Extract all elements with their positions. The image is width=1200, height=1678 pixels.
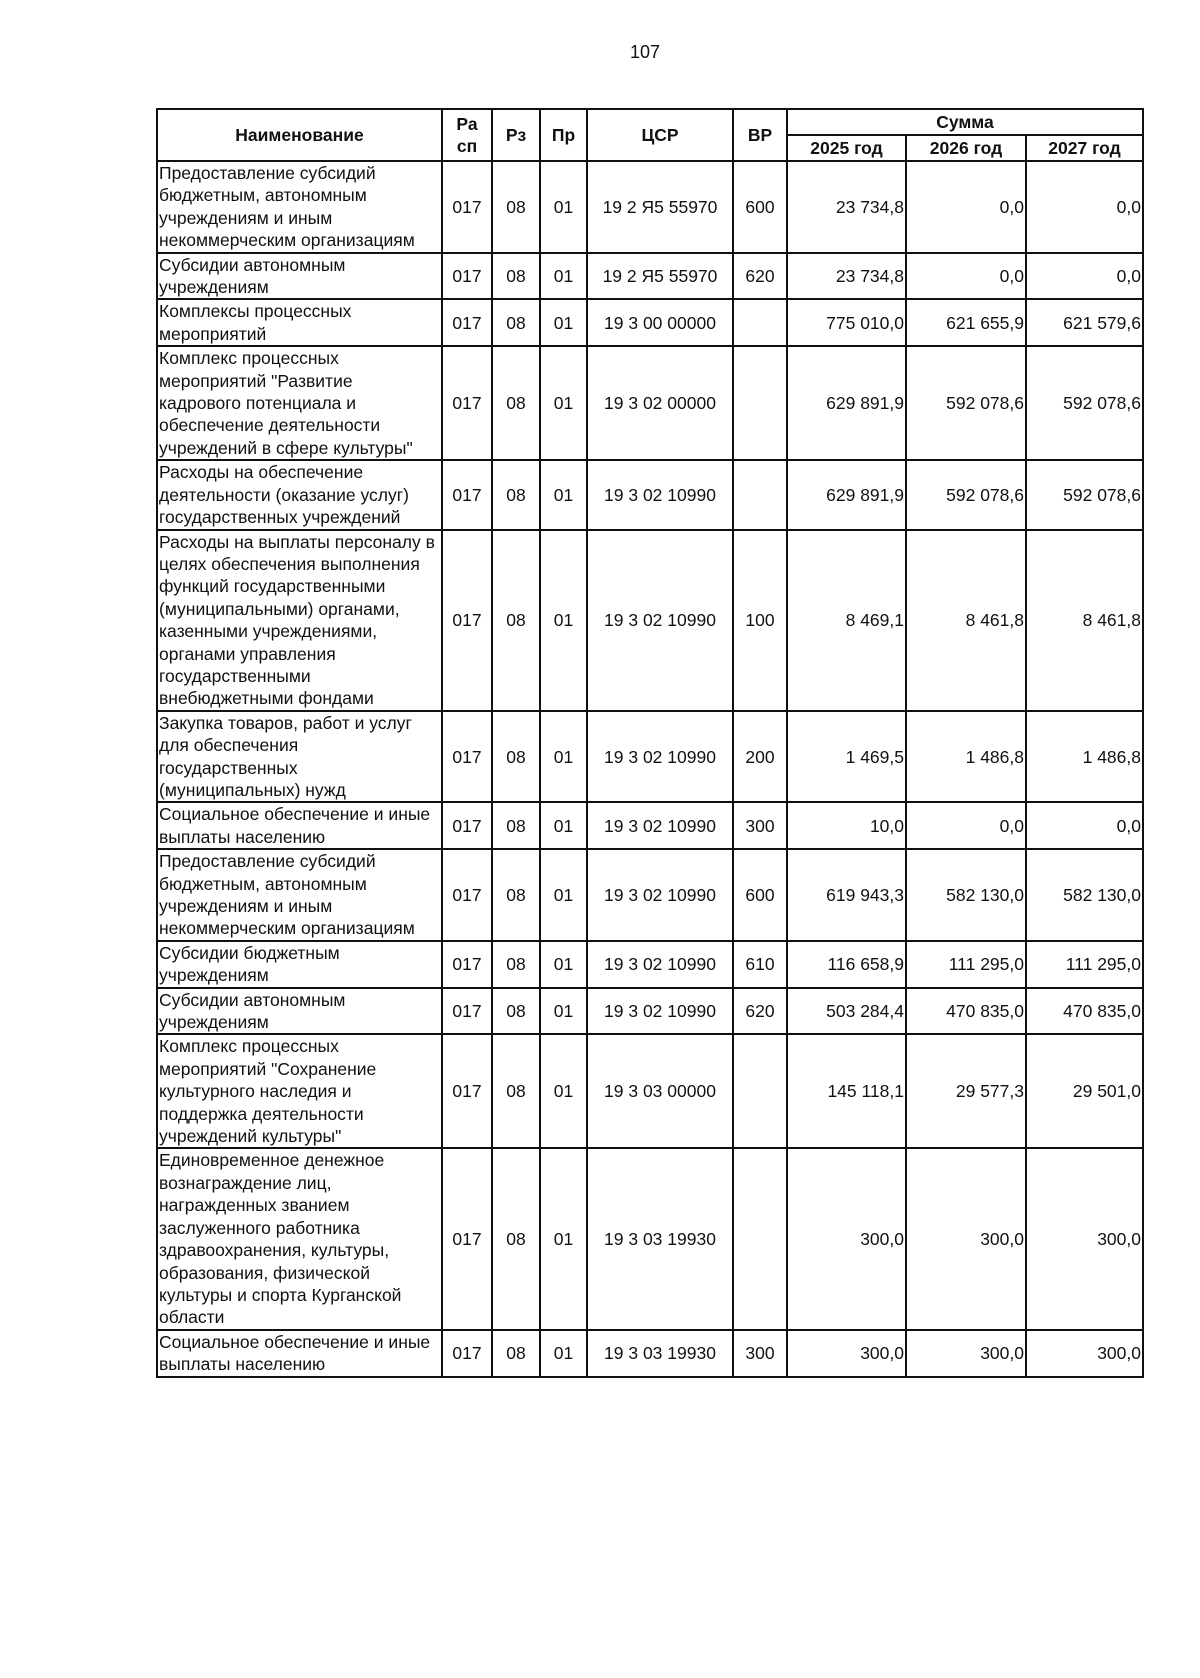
cell-csr: 19 3 03 00000 (587, 1034, 733, 1148)
cell-csr: 19 3 03 19930 (587, 1330, 733, 1377)
cell-sum-2025: 503 284,4 (787, 988, 906, 1035)
header-pr: Пр (540, 109, 587, 161)
cell-name: Расходы на обеспечение деятельности (оказание услуг) государственных учреждений (157, 460, 442, 529)
cell-csr: 19 3 00 00000 (587, 299, 733, 346)
cell-sum-2025: 23 734,8 (787, 161, 906, 253)
cell-name: Предоставление субсидий бюджетным, автономным учреждениям и иным некоммерческим организациям (157, 849, 442, 941)
cell-sum-2027: 0,0 (1026, 253, 1143, 300)
cell-sum-2027: 300,0 (1026, 1148, 1143, 1329)
cell-sum-2027: 111 295,0 (1026, 941, 1143, 988)
cell-name: Субсидии автономным учреждениям (157, 253, 442, 300)
cell-name: Расходы на выплаты персоналу в целях обеспечения выполнения функций государственными (муниципальными) органами, казенными учреждениями, органами управления государственными внебюджетными фондами (157, 530, 442, 711)
cell-sum-2026: 1 486,8 (906, 711, 1026, 803)
cell-sum-2026: 300,0 (906, 1148, 1026, 1329)
cell-csr: 19 3 02 10990 (587, 711, 733, 803)
cell-vr: 610 (733, 941, 787, 988)
cell-sum-2026: 0,0 (906, 253, 1026, 300)
cell-sum-2025: 1 469,5 (787, 711, 906, 803)
cell-vr (733, 346, 787, 460)
header-year-2026: 2026 год (906, 135, 1026, 161)
cell-pr: 01 (540, 802, 587, 849)
cell-rz: 08 (492, 849, 540, 941)
table-row (157, 849, 1143, 941)
header-name: Наименование (157, 109, 442, 161)
cell-csr: 19 3 02 10990 (587, 460, 733, 529)
cell-name: Комплекс процессных мероприятий "Сохранение культурного наследия и поддержка деятельности учреждений культуры" (157, 1034, 442, 1148)
cell-sum-2027: 582 130,0 (1026, 849, 1143, 941)
cell-csr: 19 3 02 10990 (587, 849, 733, 941)
cell-sum-2025: 116 658,9 (787, 941, 906, 988)
cell-vr (733, 1034, 787, 1148)
cell-sum-2027: 592 078,6 (1026, 460, 1143, 529)
cell-sum-2025: 775 010,0 (787, 299, 906, 346)
table-row (157, 299, 1143, 346)
budget-table (156, 108, 1144, 1378)
cell-vr: 620 (733, 988, 787, 1035)
cell-name: Закупка товаров, работ и услуг для обеспечения государственных (муниципальных) нужд (157, 711, 442, 803)
cell-rz: 08 (492, 711, 540, 803)
cell-pr: 01 (540, 849, 587, 941)
cell-rasp: 017 (442, 253, 492, 300)
cell-pr: 01 (540, 530, 587, 711)
cell-sum-2026: 111 295,0 (906, 941, 1026, 988)
cell-name: Социальное обеспечение и иные выплаты населению (157, 802, 442, 849)
cell-csr: 19 2 Я5 55970 (587, 161, 733, 253)
cell-sum-2026: 8 461,8 (906, 530, 1026, 711)
cell-sum-2027: 0,0 (1026, 802, 1143, 849)
cell-rz: 08 (492, 299, 540, 346)
cell-vr: 200 (733, 711, 787, 803)
table-row (157, 941, 1143, 988)
cell-rz: 08 (492, 802, 540, 849)
table-body (157, 161, 1143, 1377)
cell-pr: 01 (540, 711, 587, 803)
cell-rasp: 017 (442, 530, 492, 711)
cell-sum-2027: 621 579,6 (1026, 299, 1143, 346)
header-csr: ЦСР (587, 109, 733, 161)
cell-rasp: 017 (442, 941, 492, 988)
cell-rz: 08 (492, 988, 540, 1035)
header-rz: Рз (492, 109, 540, 161)
table-row (157, 530, 1143, 711)
cell-sum-2025: 8 469,1 (787, 530, 906, 711)
cell-rz: 08 (492, 941, 540, 988)
cell-rz: 08 (492, 253, 540, 300)
page-number: 107 (629, 42, 661, 62)
table-row (157, 460, 1143, 529)
cell-rz: 08 (492, 346, 540, 460)
cell-sum-2027: 1 486,8 (1026, 711, 1143, 803)
cell-pr: 01 (540, 460, 587, 529)
header-year-2025: 2025 год (787, 135, 906, 161)
cell-rz: 08 (492, 530, 540, 711)
table-row (157, 1148, 1143, 1329)
cell-csr: 19 3 02 00000 (587, 346, 733, 460)
cell-pr: 01 (540, 161, 587, 253)
cell-sum-2025: 619 943,3 (787, 849, 906, 941)
cell-rasp: 017 (442, 299, 492, 346)
table-row (157, 346, 1143, 460)
cell-pr: 01 (540, 1330, 587, 1377)
cell-name: Комплексы процессных мероприятий (157, 299, 442, 346)
cell-rz: 08 (492, 1330, 540, 1377)
cell-pr: 01 (540, 941, 587, 988)
cell-sum-2027: 592 078,6 (1026, 346, 1143, 460)
cell-sum-2027: 470 835,0 (1026, 988, 1143, 1035)
cell-csr: 19 3 02 10990 (587, 530, 733, 711)
cell-sum-2025: 300,0 (787, 1148, 906, 1329)
cell-sum-2026: 592 078,6 (906, 346, 1026, 460)
cell-csr: 19 2 Я5 55970 (587, 253, 733, 300)
cell-sum-2025: 629 891,9 (787, 460, 906, 529)
cell-rasp: 017 (442, 1034, 492, 1148)
cell-sum-2025: 23 734,8 (787, 253, 906, 300)
table-header (157, 109, 1143, 161)
cell-vr: 100 (733, 530, 787, 711)
cell-vr: 600 (733, 161, 787, 253)
table-row (157, 988, 1143, 1035)
cell-sum-2026: 470 835,0 (906, 988, 1026, 1035)
cell-csr: 19 3 02 10990 (587, 988, 733, 1035)
cell-pr: 01 (540, 299, 587, 346)
cell-pr: 01 (540, 1148, 587, 1329)
table-row (157, 711, 1143, 803)
cell-sum-2026: 0,0 (906, 802, 1026, 849)
cell-sum-2026: 29 577,3 (906, 1034, 1026, 1148)
cell-sum-2026: 582 130,0 (906, 849, 1026, 941)
cell-name: Субсидии бюджетным учреждениям (157, 941, 442, 988)
table-row (157, 1330, 1143, 1377)
cell-vr: 300 (733, 802, 787, 849)
cell-pr: 01 (540, 1034, 587, 1148)
cell-pr: 01 (540, 346, 587, 460)
cell-name: Социальное обеспечение и иные выплаты населению (157, 1330, 442, 1377)
cell-vr: 300 (733, 1330, 787, 1377)
cell-pr: 01 (540, 253, 587, 300)
cell-rasp: 017 (442, 346, 492, 460)
header-rasp: Ра сп (442, 109, 492, 161)
cell-pr: 01 (540, 988, 587, 1035)
cell-sum-2025: 145 118,1 (787, 1034, 906, 1148)
header-year-2027: 2027 год (1026, 135, 1143, 161)
cell-vr: 600 (733, 849, 787, 941)
table-row (157, 802, 1143, 849)
cell-rasp: 017 (442, 711, 492, 803)
cell-name: Предоставление субсидий бюджетным, автономным учреждениям и иным некоммерческим организациям (157, 161, 442, 253)
cell-vr (733, 460, 787, 529)
cell-rz: 08 (492, 460, 540, 529)
cell-rasp: 017 (442, 802, 492, 849)
cell-sum-2027: 300,0 (1026, 1330, 1143, 1377)
cell-rz: 08 (492, 161, 540, 253)
header-sum: Сумма (787, 109, 1143, 135)
cell-sum-2026: 592 078,6 (906, 460, 1026, 529)
cell-name: Субсидии автономным учреждениям (157, 988, 442, 1035)
cell-rasp: 017 (442, 1330, 492, 1377)
cell-sum-2026: 0,0 (906, 161, 1026, 253)
cell-sum-2025: 300,0 (787, 1330, 906, 1377)
cell-name: Комплекс процессных мероприятий "Развитие кадрового потенциала и обеспечение деятельности учреждений в сфере культуры" (157, 346, 442, 460)
cell-sum-2027: 29 501,0 (1026, 1034, 1143, 1148)
cell-csr: 19 3 02 10990 (587, 941, 733, 988)
cell-rasp: 017 (442, 1148, 492, 1329)
cell-sum-2026: 300,0 (906, 1330, 1026, 1377)
cell-rasp: 017 (442, 849, 492, 941)
cell-csr: 19 3 02 10990 (587, 802, 733, 849)
cell-vr (733, 1148, 787, 1329)
cell-name: Единовременное денежное вознаграждение лиц, награжденных званием заслуженного работника здравоохранения, культуры, образования, физической культуры и спорта Курганской области (157, 1148, 442, 1329)
cell-rasp: 017 (442, 161, 492, 253)
cell-rasp: 017 (442, 460, 492, 529)
cell-sum-2026: 621 655,9 (906, 299, 1026, 346)
table-row (157, 253, 1143, 300)
cell-sum-2027: 8 461,8 (1026, 530, 1143, 711)
header-vr: ВР (733, 109, 787, 161)
cell-sum-2025: 10,0 (787, 802, 906, 849)
cell-rz: 08 (492, 1148, 540, 1329)
cell-rasp: 017 (442, 988, 492, 1035)
cell-csr: 19 3 03 19930 (587, 1148, 733, 1329)
cell-sum-2027: 0,0 (1026, 161, 1143, 253)
cell-sum-2025: 629 891,9 (787, 346, 906, 460)
cell-vr (733, 299, 787, 346)
table-row (157, 161, 1143, 253)
cell-rz: 08 (492, 1034, 540, 1148)
table-row (157, 1034, 1143, 1148)
cell-vr: 620 (733, 253, 787, 300)
